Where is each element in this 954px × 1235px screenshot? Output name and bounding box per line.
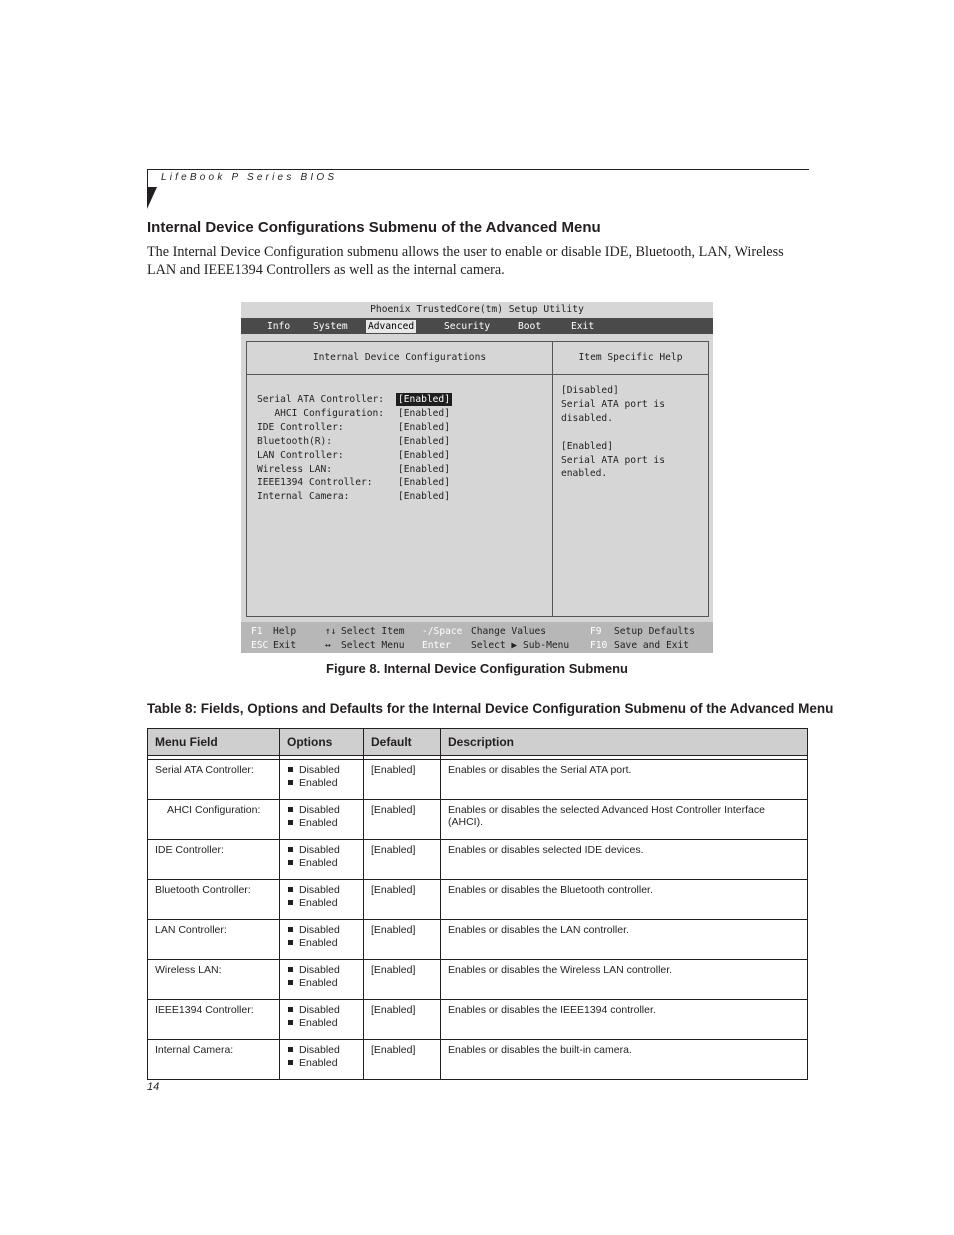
default-cell: [Enabled] [364, 800, 441, 840]
fields-table [147, 728, 808, 1080]
bios-help-header [553, 342, 708, 375]
table-row [148, 1040, 808, 1080]
option-item: Enabled [287, 857, 356, 870]
bios-menu-bar [241, 318, 713, 334]
f9-key: F9 [590, 626, 602, 637]
option-item: Enabled [287, 817, 356, 830]
bios-setting-label: LAN Controller: [257, 450, 344, 461]
bios-help-title: Item Specific Help [578, 352, 683, 363]
bios-setting-label: Serial ATA Controller: [257, 394, 385, 405]
figure-caption: Figure 8. Internal Device Configuration Submenu [326, 661, 628, 676]
f1-label: Help [273, 626, 297, 637]
default-cell: [Enabled] [364, 760, 441, 800]
menu-field-cell: IEEE1394 Controller: [148, 1000, 280, 1040]
bios-setting-label: Wireless LAN: [257, 464, 333, 475]
option-item: Enabled [287, 937, 356, 950]
description-cell: Enables or disables the Bluetooth controller. [441, 880, 808, 920]
bios-settings-list [247, 375, 553, 616]
column-header: Description [441, 729, 808, 756]
f10-key: F10 [590, 640, 608, 651]
space-key: -/Space [422, 626, 463, 637]
description-cell: Enables or disables the selected Advanced Host Controller Interface (AHCI). [441, 800, 808, 840]
bios-setting-label: Internal Camera: [257, 491, 350, 502]
bios-setting-label: AHCI Configuration: [257, 408, 385, 419]
f1-key: F1 [251, 626, 263, 637]
table-row [148, 1000, 808, 1040]
description-cell: Enables or disables the LAN controller. [441, 920, 808, 960]
option-item: Disabled [287, 764, 356, 777]
options-cell [280, 1000, 364, 1040]
options-cell [280, 760, 364, 800]
options-cell [280, 960, 364, 1000]
bios-setting-row[interactable] [257, 407, 450, 420]
table-row [148, 960, 808, 1000]
bios-help-line: Serial ATA port is [561, 399, 665, 410]
default-cell: [Enabled] [364, 920, 441, 960]
bios-setting-row[interactable] [257, 421, 450, 434]
options-cell [280, 920, 364, 960]
option-item: Disabled [287, 1044, 356, 1057]
bios-help-line: enabled. [561, 468, 608, 479]
option-item: Enabled [287, 1017, 356, 1030]
option-item: Enabled [287, 1057, 356, 1070]
bios-menu-info[interactable]: Info [267, 321, 291, 332]
bios-menu-system[interactable]: System [313, 321, 348, 332]
default-cell: [Enabled] [364, 880, 441, 920]
options-cell [280, 880, 364, 920]
bios-menu-advanced[interactable]: Advanced [368, 321, 415, 332]
bios-help-line: disabled. [561, 413, 613, 424]
description-cell: Enables or disables the IEEE1394 controller. [441, 1000, 808, 1040]
header-wedge-mark [147, 187, 157, 209]
bios-setting-row[interactable] [257, 435, 450, 448]
bios-setting-label: IDE Controller: [257, 422, 344, 433]
default-cell: [Enabled] [364, 960, 441, 1000]
bios-setting-label: Bluetooth(R): [257, 436, 333, 447]
menu-field-cell: LAN Controller: [148, 920, 280, 960]
bios-setting-row[interactable] [257, 463, 450, 476]
bios-panel [246, 341, 709, 617]
table-title: Table 8: Fields, Options and Defaults for the Internal Device Configuration Submenu of the Advanced Menu [147, 701, 834, 716]
menu-field-cell: Serial ATA Controller: [148, 760, 280, 800]
bios-setting-label: IEEE1394 Controller: [257, 477, 373, 488]
updown-label: Select Item [341, 626, 405, 637]
header-rule [147, 169, 809, 170]
enter-label: Select ▶ Sub-Menu [471, 640, 570, 651]
default-cell: [Enabled] [364, 840, 441, 880]
bios-setting-value[interactable]: [Enabled] [398, 450, 450, 461]
bios-setting-row[interactable] [257, 476, 450, 489]
menu-field-cell: Wireless LAN: [148, 960, 280, 1000]
option-item: Disabled [287, 884, 356, 897]
option-item: Disabled [287, 924, 356, 937]
options-cell [280, 800, 364, 840]
f10-label: Save and Exit [614, 640, 690, 651]
bios-setting-row[interactable] [257, 393, 450, 406]
bios-setting-row[interactable] [257, 449, 450, 462]
option-item: Disabled [287, 804, 356, 817]
column-header: Options [280, 729, 364, 756]
space-label: Change Values [471, 626, 547, 637]
menu-field-cell: Bluetooth Controller: [148, 880, 280, 920]
bios-panel-title: Internal Device Configurations [312, 352, 487, 363]
enter-key: Enter [422, 640, 451, 651]
option-item: Enabled [287, 777, 356, 790]
option-item: Disabled [287, 844, 356, 857]
description-cell: Enables or disables selected IDE devices. [441, 840, 808, 880]
bios-title: Phoenix TrustedCore(tm) Setup Utility [370, 304, 584, 315]
bios-setting-value[interactable]: [Enabled] [398, 436, 450, 447]
option-item: Enabled [287, 897, 356, 910]
description-cell: Enables or disables the built-in camera. [441, 1040, 808, 1080]
bios-setting-value[interactable]: [Enabled] [398, 408, 450, 419]
description-cell: Enables or disables the Wireless LAN controller. [441, 960, 808, 1000]
options-cell [280, 840, 364, 880]
table-row [148, 760, 808, 800]
column-header: Menu Field [148, 729, 280, 756]
intro-paragraph: The Internal Device Configuration submenu allows the user to enable or disable IDE, Bluetooth, LAN, Wireless LAN and IEEE1394 Controllers as well as the internal camera. [147, 244, 784, 278]
esc-label: Exit [273, 640, 297, 651]
bios-help-line: Serial ATA port is [561, 455, 665, 466]
options-cell [280, 1040, 364, 1080]
menu-field-cell [148, 800, 280, 840]
esc-key: ESC [251, 640, 269, 651]
table-row [148, 840, 808, 880]
table-row [148, 880, 808, 920]
bios-setting-value[interactable]: [Enabled] [398, 491, 450, 502]
page-number: 14 [147, 1081, 160, 1093]
bios-setting-value[interactable]: [Enabled] [398, 422, 450, 433]
bios-setting-value[interactable]: [Enabled] [398, 477, 450, 488]
default-cell: [Enabled] [364, 1040, 441, 1080]
updown-arrows-icon: ↑↓ [325, 626, 337, 637]
running-header: LifeBook P Series BIOS [161, 172, 338, 183]
bios-setting-row[interactable] [257, 490, 450, 503]
table-row [148, 800, 808, 840]
bios-menu-boot[interactable]: Boot [518, 321, 542, 332]
f9-label: Setup Defaults [614, 626, 695, 637]
option-item: Disabled [287, 1004, 356, 1017]
description-cell: Enables or disables the Serial ATA port. [441, 760, 808, 800]
default-cell: [Enabled] [364, 1000, 441, 1040]
leftright-label: Select Menu [341, 640, 405, 651]
bios-help-line: [Disabled] [561, 385, 619, 396]
option-item: Disabled [287, 964, 356, 977]
bios-menu-security[interactable]: Security [444, 321, 491, 332]
header-vertical-rule [147, 169, 148, 189]
section-title: Internal Device Configurations Submenu of the Advanced Menu [147, 219, 601, 236]
bios-menu-exit[interactable]: Exit [571, 321, 595, 332]
table-row [148, 920, 808, 960]
table-header-row [148, 729, 808, 756]
bios-screen [241, 302, 713, 653]
bios-help-line: [Enabled] [561, 441, 613, 452]
bios-key-legend [241, 622, 713, 653]
leftright-arrows-icon: ↔ [325, 640, 331, 651]
bios-panel-header [247, 342, 553, 375]
bios-setting-value[interactable]: [Enabled] [398, 394, 450, 405]
column-header: Default [364, 729, 441, 756]
bios-setting-value[interactable]: [Enabled] [398, 464, 450, 475]
menu-field-text: AHCI Configuration: [167, 804, 261, 816]
menu-field-cell: Internal Camera: [148, 1040, 280, 1080]
menu-field-cell: IDE Controller: [148, 840, 280, 880]
option-item: Enabled [287, 977, 356, 990]
